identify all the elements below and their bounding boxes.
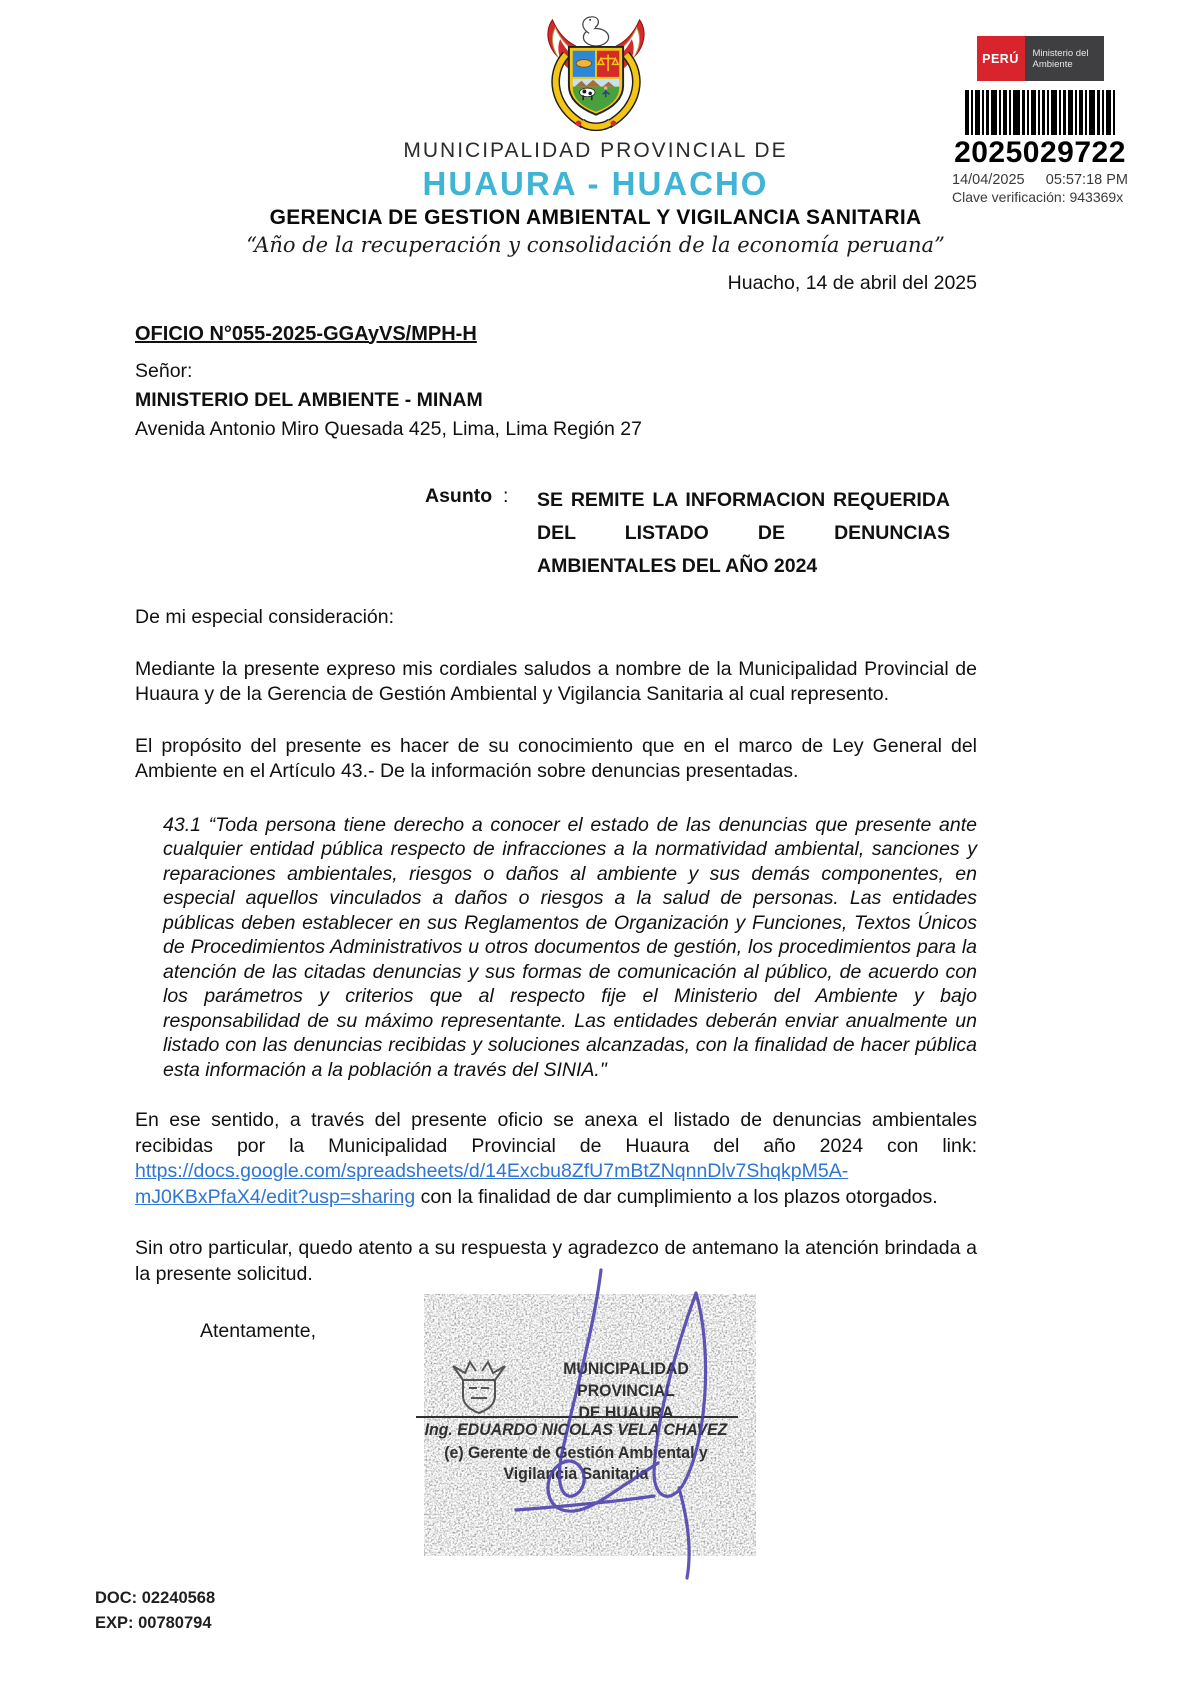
municipal-coat-of-arms-icon	[521, 14, 671, 136]
paragraph-4: Sin otro particular, quedo atento a su respuesta y agradezco de antemano la atención brindada a la presente solicitud.	[135, 1237, 977, 1285]
year-motto: “Año de la recuperación y consolidación de la economía peruana”	[246, 233, 945, 257]
recipient-address: Avenida Antonio Miro Quesada 425, Lima, Lima Región 27	[135, 417, 642, 440]
stamp-line-2: DE HUAURA	[578, 1404, 674, 1422]
paragraph-3-after: con la finalidad de dar cumplimiento a los plazos otorgados.	[415, 1185, 938, 1208]
closing-line: Atentamente,	[200, 1320, 316, 1342]
ministry-badge	[977, 36, 1104, 81]
signature-ink	[396, 1258, 756, 1586]
place-date-line: Huacho, 14 de abril del 2025	[727, 272, 977, 294]
subject-block	[135, 484, 977, 583]
salutation: Señor:	[135, 359, 193, 382]
registry-datetime	[952, 172, 1128, 188]
doc-reference: DOC: 02240568	[95, 1589, 216, 1607]
paragraph-2: El propósito del presente es hacer de su conocimiento que en el marco de Ley General del Ambiente en el Artículo 43.- De la información sobre denuncias presentadas.	[135, 734, 977, 782]
signature-stamp	[396, 1258, 756, 1586]
paragraph-3-before: En ese sentido, a través del presente oficio se anexa el listado de denuncias ambientales recibidas por la Municipalidad Provincial de Huaura del año 2024 con link:	[135, 1109, 977, 1157]
ministry-label: Ministerio del Ambiente	[1025, 36, 1104, 81]
subject-separator: :	[503, 485, 509, 507]
registry-date: 14/04/2025	[952, 172, 1025, 188]
peru-logo: PERÚ	[977, 36, 1025, 81]
signer-title-line-1: (e) Gerente de Gestión Ambiental y	[444, 1444, 708, 1462]
signer-name: Ing. EDUARDO NICOLAS VELA CHAVEZ	[424, 1421, 728, 1439]
reception-registry	[952, 36, 1128, 205]
subject-text: SE REMITE LA INFORMACION REQUERIDA DEL LISTADO DE DENUNCIAS AMBIENTALES DEL AÑO 2024	[537, 489, 950, 577]
letter-body	[0, 271, 1191, 1345]
verification-key: Clave verificación: 943369x	[952, 189, 1124, 205]
institution-name: HUAURA - HUACHO	[422, 165, 769, 202]
greeting-line: De mi especial consideración:	[135, 606, 395, 628]
barcode-icon	[965, 90, 1115, 135]
institution-line: MUNICIPALIDAD PROVINCIAL DE	[403, 139, 788, 162]
registry-number: 2025029722	[954, 136, 1126, 169]
exp-reference: EXP: 00780794	[95, 1614, 212, 1632]
law-quote-43-1: 43.1 “Toda persona tiene derecho a conocer el estado de las denuncias que presente ante cualquier entidad pública respecto de infracciones a la normatividad ambiental, sanciones y reparaciones ambientales, riesgos o daños al ambiente y sus demás componentes, en especial aquellos vinculados a daños o riesgos a la salud de personas. Las entidades públicas deben establecer en sus Reglamentos de Organización y Funciones, Textos Únicos de Procedimientos Administrativos u otros documentos de gestión, los procedimientos para la atención de las citadas denuncias y sus formas de comunicación al público, de acuerdo con los parámetros y criterios que al respecto fije el Ministerio del Ambiente y bajo responsabilidad de su máximo representante. Las entidades deberán enviar anualmente un listado con las denuncias recibidas y soluciones alcanzadas, con la finalidad de hacer pública esta información a la población a través del SINIA."	[163, 813, 977, 1081]
paragraph-3	[135, 1108, 977, 1210]
subject-label: Asunto	[425, 485, 493, 507]
footer-references	[95, 1586, 215, 1636]
department-name: GERENCIA DE GESTION AMBIENTAL Y VIGILANCIA SANITARIA	[269, 206, 922, 229]
registry-time: 05:57:18 PM	[1045, 172, 1128, 188]
spreadsheet-link[interactable]: https://docs.google.com/spreadsheets/d/14Excbu8ZfU7mBtZNqnnDlv7ShqkpM5A-mJ0KBxPfaX4/edit?usp=sharing	[135, 1160, 849, 1208]
oficio-number: OFICIO N°055-2025-GGAyVS/MPH-H	[135, 322, 477, 345]
paragraph-1: Mediante la presente expreso mis cordiales saludos a nombre de la Municipalidad Provincial de Huaura y de la Gerencia de Gestión Ambiental y Vigilancia Sanitaria al cual represento.	[135, 657, 977, 705]
signer-title-line-2: Vigilancia Sanitaria	[503, 1465, 649, 1483]
recipient-name: MINISTERIO DEL AMBIENTE - MINAM	[135, 389, 483, 411]
stamp-line-1: MUNICIPALIDAD PROVINCIAL	[563, 1360, 689, 1400]
